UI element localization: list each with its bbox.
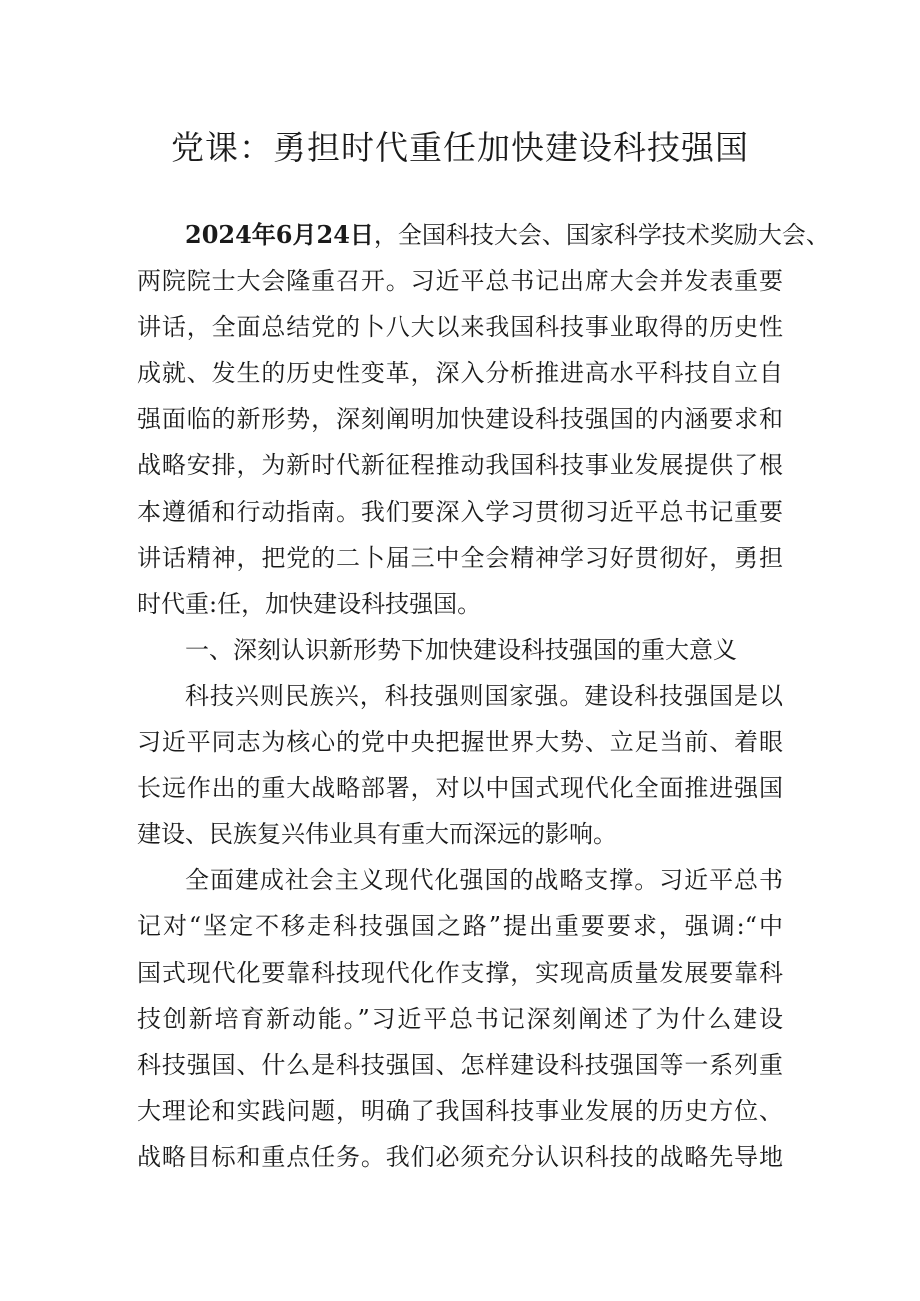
paragraph-line: 技创新培育新动能。”习近平总书记深刻阐述了为什么建设 [137,1004,783,1033]
paragraph-line: 大理论和实践问题，明确了我国科技事业发展的历史方位、 [137,1096,783,1125]
paragraph-line: 本遵循和行动指南。我们要深入学习贯彻习近平总书记重要 [137,497,783,526]
paragraph-line: 战略安排，为新时代新征程推动我国科技事业发展提供了根 [137,451,783,480]
paragraph-line: 国式现代化要靠科技现代化作支撑，实现高质量发展要靠科 [137,958,783,987]
paragraph-line: 科技兴则民族兴，科技强则国家强。建设科技强国是以 [185,681,783,710]
document-title: 党课：勇担时代重任加快建设科技强国 [171,128,749,167]
paragraph-line: 习近平同志为核心的党中央把握世界大势、立足当前、着眼 [137,728,783,757]
section-heading: 一、深刻认识新形势下加快建设科技强国的重大意义 [185,635,737,664]
paragraph-line: 讲话，全面总结党的卜八大以来我国科技事业取得的历史性 [137,313,783,342]
paragraph-line: 时代重:任，加快建设科技强国。 [137,589,482,618]
paragraph-line: 强面临的新形势，深刻阐明加快建设科技强国的内涵要求和 [137,405,783,434]
paragraph-line: 两院院士大会隆重召开。习近平总书记出席大会并发表重要 [137,267,783,296]
paragraph-line: 科技强国、什么是科技强国、怎样建设科技强国等一系列重 [137,1050,783,1079]
paragraph-line: 建设、民族复兴伟业具有重大而深远的影响。 [137,820,617,849]
paragraph-line: 记对“坚定不移走科技强国之路”提出重要要求，强调:“中 [137,912,783,941]
document-body [137,212,830,1180]
paragraph-line: 成就、发生的历史性变革，深入分析推进高水平科技自立自 [137,359,783,388]
paragraph-line: 战略目标和重点任务。我们必须充分认识科技的战略先导地 [137,1142,783,1171]
paragraph-line: 长远作出的重大战略部署，对以中国式现代化全面推进强国 [137,774,783,803]
paragraph-text: ，全国科技大会、国家科学技术奖励大会、 [373,221,830,249]
date-label: 2024年6月24日 [185,220,374,249]
paragraph-line [137,212,830,258]
paragraph-line: 讲话精神，把党的二卜届三中全会精神学习好贯彻好，勇担 [137,543,783,572]
paragraph-line: 全面建成社会主义现代化强国的战略支撑。习近平总书 [185,866,783,895]
